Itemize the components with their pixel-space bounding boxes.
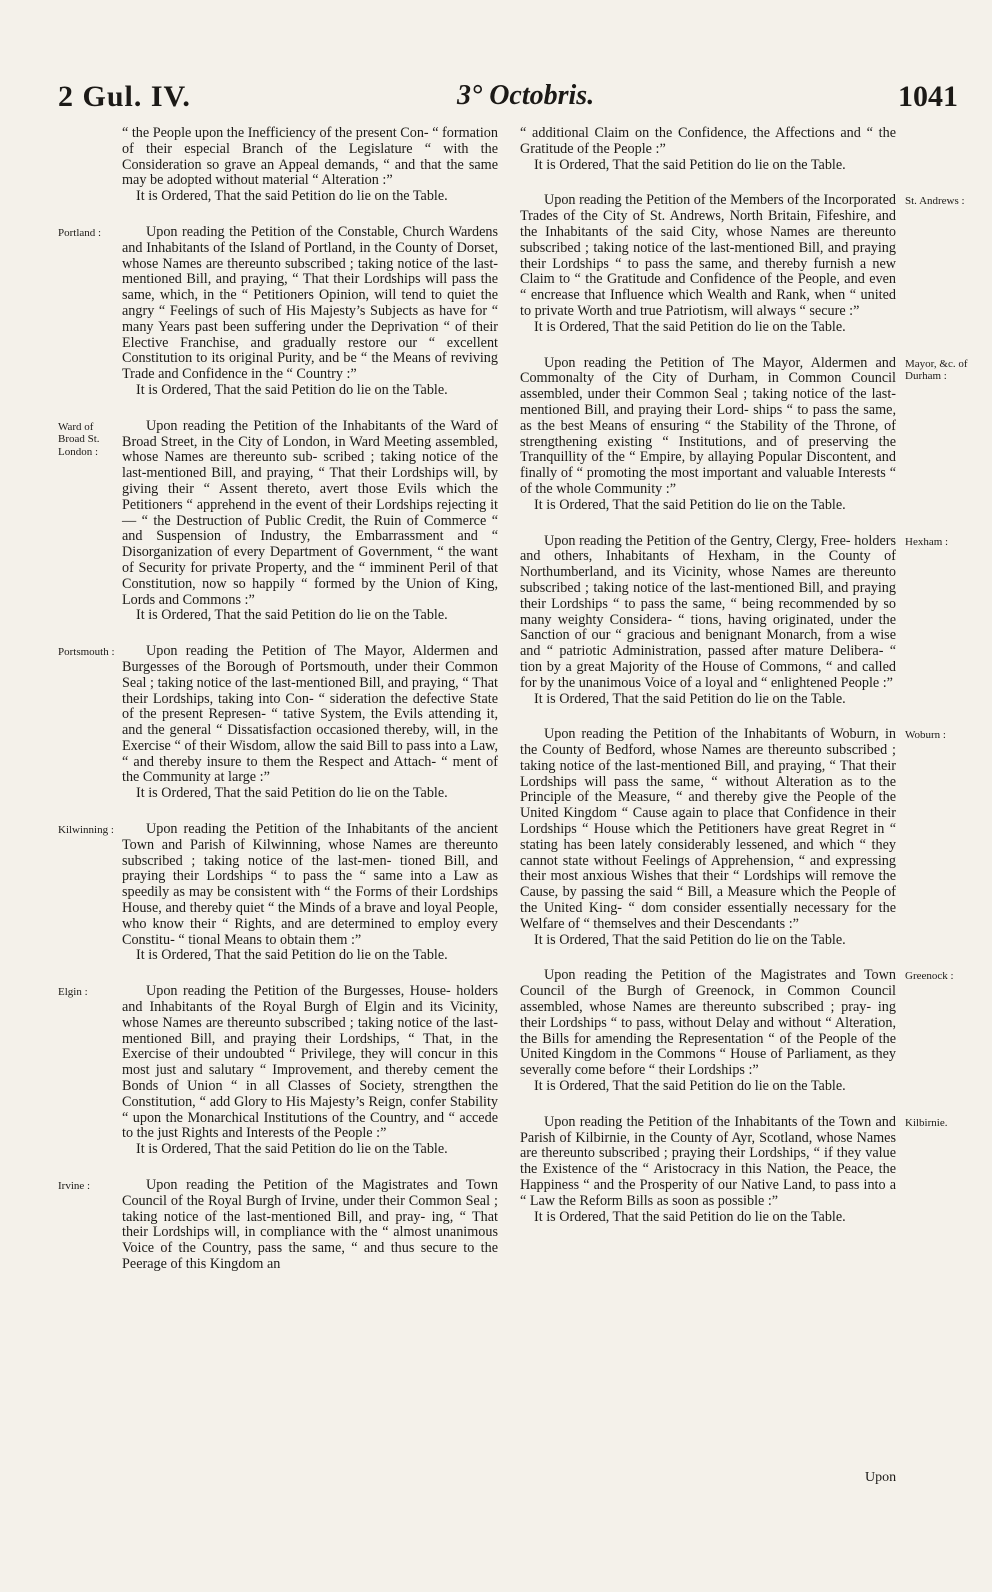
- petition-text: Upon reading the Petition of the Inhabitants of Woburn, in the County of Bedford, whose Names are thereunto subscribed ; taking notice of the last-mentioned Bill, and praying, “ That their Lordships will pass the same, “ without Alteration as to the Principle of the Measure, “ and thereby give the People of the United Kingdom “ Cause again to place that Confidence in their Lordships “ House which the Petitioners have great Regret in “ stating has been lately considerably lessened, and which “ they cannot state without Feelings of Apprehension, “ and expressing their most anxious Wishes that their “ Lordships will remove the Cause, by passing the said “ Bill, a Measure which the People of the United King- “ dom consider essentially necessary for the Welfare of “ themselves and their Descendants :”: [520, 726, 896, 932]
- entry: [58, 643, 498, 802]
- petition-text: Upon reading the Petition of the Inhabitants of the Ward of Broad Street, in the City of London, in Ward Meeting assembled, whose Names are thereunto sub- scribed ; taking notice of the last-mentioned Bill, and praying, “ That their Lordships will, by giving their “ Assent thereto, avert those Evils which the Petitioners “ apprehend in the event of their Lordships rejecting it— “ the Destruction of Public Credit, the Ruin of Commerce “ and Suspension of Industry, the Embarrassment and “ Disorganization of every Department of Government, “ the want of Security for private Property, and the “ imminent Peril of that Constitution, now so happily “ formed by the Union of King, Lords and Commons :”: [122, 417, 498, 608]
- petition-text: Upon reading the Petition of the Burgesses, House- holders and Inhabitants of the Royal Burgh of Elgin and its Vicinity, whose Names are thereunto subscribed ; taking notice of the last-mentioned Bill, and praying their Lordships, “ That, in the Exercise of their undoubted “ Privilege, they will concur in this most just and salutary “ Improvement, and thereby cement the Bonds of Union “ in all Classes of Society, strengthen the Constitution, “ add Glory to His Majesty’s Reign, confer Stability “ upon the Monarchical Institutions of the Country, and “ accede to the just Rights and Interests of the People :”: [122, 983, 498, 1142]
- entry: [520, 726, 946, 948]
- margin-note: Ward of Broad St. London :: [58, 420, 100, 458]
- left-column: [58, 125, 498, 1293]
- margin-note: St. Andrews :: [905, 195, 965, 208]
- petition-text: Upon reading the Petition of the Constable, Church Wardens and Inhabitants of the Island of Portland, in the County of Dorset, whose Names are thereunto subscribed ; taking notice of the last-mentioned Bill, and praying, “ That their Lordships will pass the same, which, in the “ Petitioners Opinion, will tend to quiet the angry “ Feelings of such of His Majesty’s Subjects as have for “ many Years past been suffering under the Deprivation “ of their Elective Franchise, and gradually restore our “ excellent Constitution to its original Purity, and be “ the Means of reviving Trade and Confidence in the “ Country :”: [122, 223, 498, 383]
- margin-note: Irvine :: [58, 1180, 91, 1193]
- petition-text: Upon reading the Petition of the Magistrates and Town Council of the Royal Burgh of Irvine, under their Common Seal ; taking notice of the last-mentioned Bill, and pray- ing, “ That their Lordships will, in compliance with the “ almost unanimous Voice of the Country, pass the same, “ and thus secure to the Peerage of this Kingdom an: [122, 1177, 498, 1272]
- margin-note: Woburn :: [905, 729, 946, 742]
- entry: [520, 126, 896, 173]
- entry: [58, 223, 498, 399]
- entry: [58, 821, 498, 964]
- order-text: It is Ordered, That the said Petition do lie on the Table.: [136, 947, 448, 964]
- margin-note: Portland :: [58, 226, 102, 239]
- margin-note: Hexham :: [905, 535, 949, 548]
- entry: [520, 1113, 948, 1226]
- order-text: It is Ordered, That the said Petition do lie on the Table.: [534, 1208, 846, 1225]
- regnal-year: 2 Gul. IV.: [58, 80, 191, 113]
- right-column: [520, 125, 968, 1245]
- petition-text: Upon reading the Petition of the Gentry, Clergy, Free- holders and others, Inhabitants of Hexham, in the County of Northumberland, and its Vicinity, whose Names are thereunto subscribed ; taking notice of the last-mentioned Bill, and praying their Lordships “ to pass the same, “ being recommended by so many weighty Considera- “ tions, having originated, under the Sanction of our “ gracious and benignant Monarch, from a wise and “ patriotic Administration, passed after mature Delibera- “ tion by a great Majority of the House of Commons, “ and called for by the unanimous Voice of a loyal and “ enlightened People :”: [520, 532, 896, 691]
- entry: [58, 1177, 498, 1273]
- petition-text: Upon reading the Petition of the Inhabitants of the ancient Town and Parish of Kilwinning, whose Names are thereunto subscribed ; taking notice of the last-men- tioned Bill, and praying their Lordships “ to pass the “ same into a Law as speedily as may be consistent with “ the Forms of their Lordships House, and thereby quiet “ the Minds of a brave and loyal People, who know their “ Rights, and are determined to employ every Constitu- “ tional Means to obtain them :”: [122, 821, 498, 948]
- order-text: It is Ordered, That the said Petition do lie on the Table.: [534, 690, 846, 707]
- catchword: Upon: [865, 1470, 897, 1485]
- entry: [520, 192, 965, 335]
- entry: [58, 417, 498, 624]
- order-text: It is Ordered, That the said Petition do lie on the Table.: [136, 1141, 448, 1158]
- margin-note: Elgin :: [58, 986, 88, 999]
- petition-text: “ the People upon the Inefficiency of the present Con- “ formation of their especial Branch of the Legislature “ with the Consideration so grave an Appeal demands, “ and that the same may be adopted without material “ Alteration :”: [122, 125, 498, 189]
- order-text: It is Ordered, That the said Petition do lie on the Table.: [534, 496, 846, 513]
- margin-note: Kilbirnie.: [905, 1116, 948, 1129]
- petition-text: Upon reading the Petition of the Magistrates and Town Council of the Burgh of Greenock, in Common Council assembled, whose Names are thereunto subscribed ; pray- ing their Lordships “ to pass, without Delay and without “ Alteration, the Bills for amending the Representation “ of the People of the United Kingdom in the Commons “ House of Parliament, as they severally come before “ their Lordships :”: [520, 967, 896, 1079]
- entry: [122, 126, 498, 205]
- petition-text: “ additional Claim on the Confidence, the Affections and “ the Gratitude of the People :”: [520, 125, 896, 157]
- entry: [520, 532, 949, 708]
- order-text: It is Ordered, That the said Petition do lie on the Table.: [534, 156, 846, 173]
- margin-note: Mayor, &c. of Durham :: [905, 357, 968, 383]
- order-text: It is Ordered, That the said Petition do lie on the Table.: [136, 188, 448, 205]
- order-text: It is Ordered, That the said Petition do lie on the Table.: [534, 1078, 846, 1095]
- margin-note: Greenock :: [905, 970, 954, 983]
- order-text: It is Ordered, That the said Petition do lie on the Table.: [136, 381, 448, 398]
- petition-text: Upon reading the Petition of the Inhabitants of the Town and Parish of Kilbirnie, in the County of Ayr, Scotland, whose Names are thereunto subscribed ; praying their Lordships, “ if they value the Existence of the “ Aristocracy in this Nation, the Peace, the Happiness “ and the Prosperity of our Native Land, to pass into a “ Law the Reform Bills as soon as possible :”: [520, 1113, 896, 1209]
- order-text: It is Ordered, That the said Petition do lie on the Table.: [534, 931, 846, 948]
- page-header: [0, 80, 992, 120]
- order-text: It is Ordered, That the said Petition do lie on the Table.: [136, 785, 448, 802]
- date-heading: 3° Octobris.: [457, 80, 595, 111]
- entry: [58, 983, 498, 1158]
- petition-text: Upon reading the Petition of The Mayor, Aldermen and Commonalty of the City of Durham, in Common Council assembled, under their Common Seal ; taking notice of the last-mentioned Bill, and praying their Lord- ships “ to pass the same, as the best Means of ensuring “ the Stability of the Throne, of strengthening existing “ Institutions, and of preserving the Tranquillity of the “ Empire, by allaying Popular Discontent, and finally of “ promoting the most important and valuable Interests “ of the whole Community :”: [520, 354, 896, 497]
- order-text: It is Ordered, That the said Petition do lie on the Table.: [534, 318, 846, 335]
- petition-text: Upon reading the Petition of the Members of the Incorporated Trades of the City of St. Andrews, North Britain, Fifeshire, and the Inhabitants of the said City, whose Names are thereunto subscribed ; taking notice of the last-mentioned Bill, and praying their Lordships “ to pass the same, and thereby furnish a new Claim to “ the Gratitude and Confidence of the People, and even “ encrease that Influence which Wealth and Rank, when “ united to private Worth and true Patriotism, will always “ secure :”: [520, 192, 896, 319]
- margin-note: Portsmouth :: [58, 646, 115, 659]
- entry: [520, 967, 954, 1095]
- entry: [520, 354, 968, 514]
- petition-text: Upon reading the Petition of The Mayor, Aldermen and Burgesses of the Borough of Portsmouth, under their Common Seal ; taking notice of the last-mentioned Bill, and praying, “ That their Lordships, taking into Con- “ sideration the defective State of the present Represen- “ tative System, the Evils attending it, and the general “ Dissatisfaction occasioned thereby, will, in the Exercise “ of their Wisdom, allow the said Bill to pass into a Law, “ and thereby insure to them the Respect and Attach- “ ment of the Community at large :”: [122, 643, 498, 786]
- order-text: It is Ordered, That the said Petition do lie on the Table.: [136, 607, 448, 624]
- margin-note: Kilwinning :: [58, 824, 114, 837]
- page-number: 1041: [898, 80, 958, 113]
